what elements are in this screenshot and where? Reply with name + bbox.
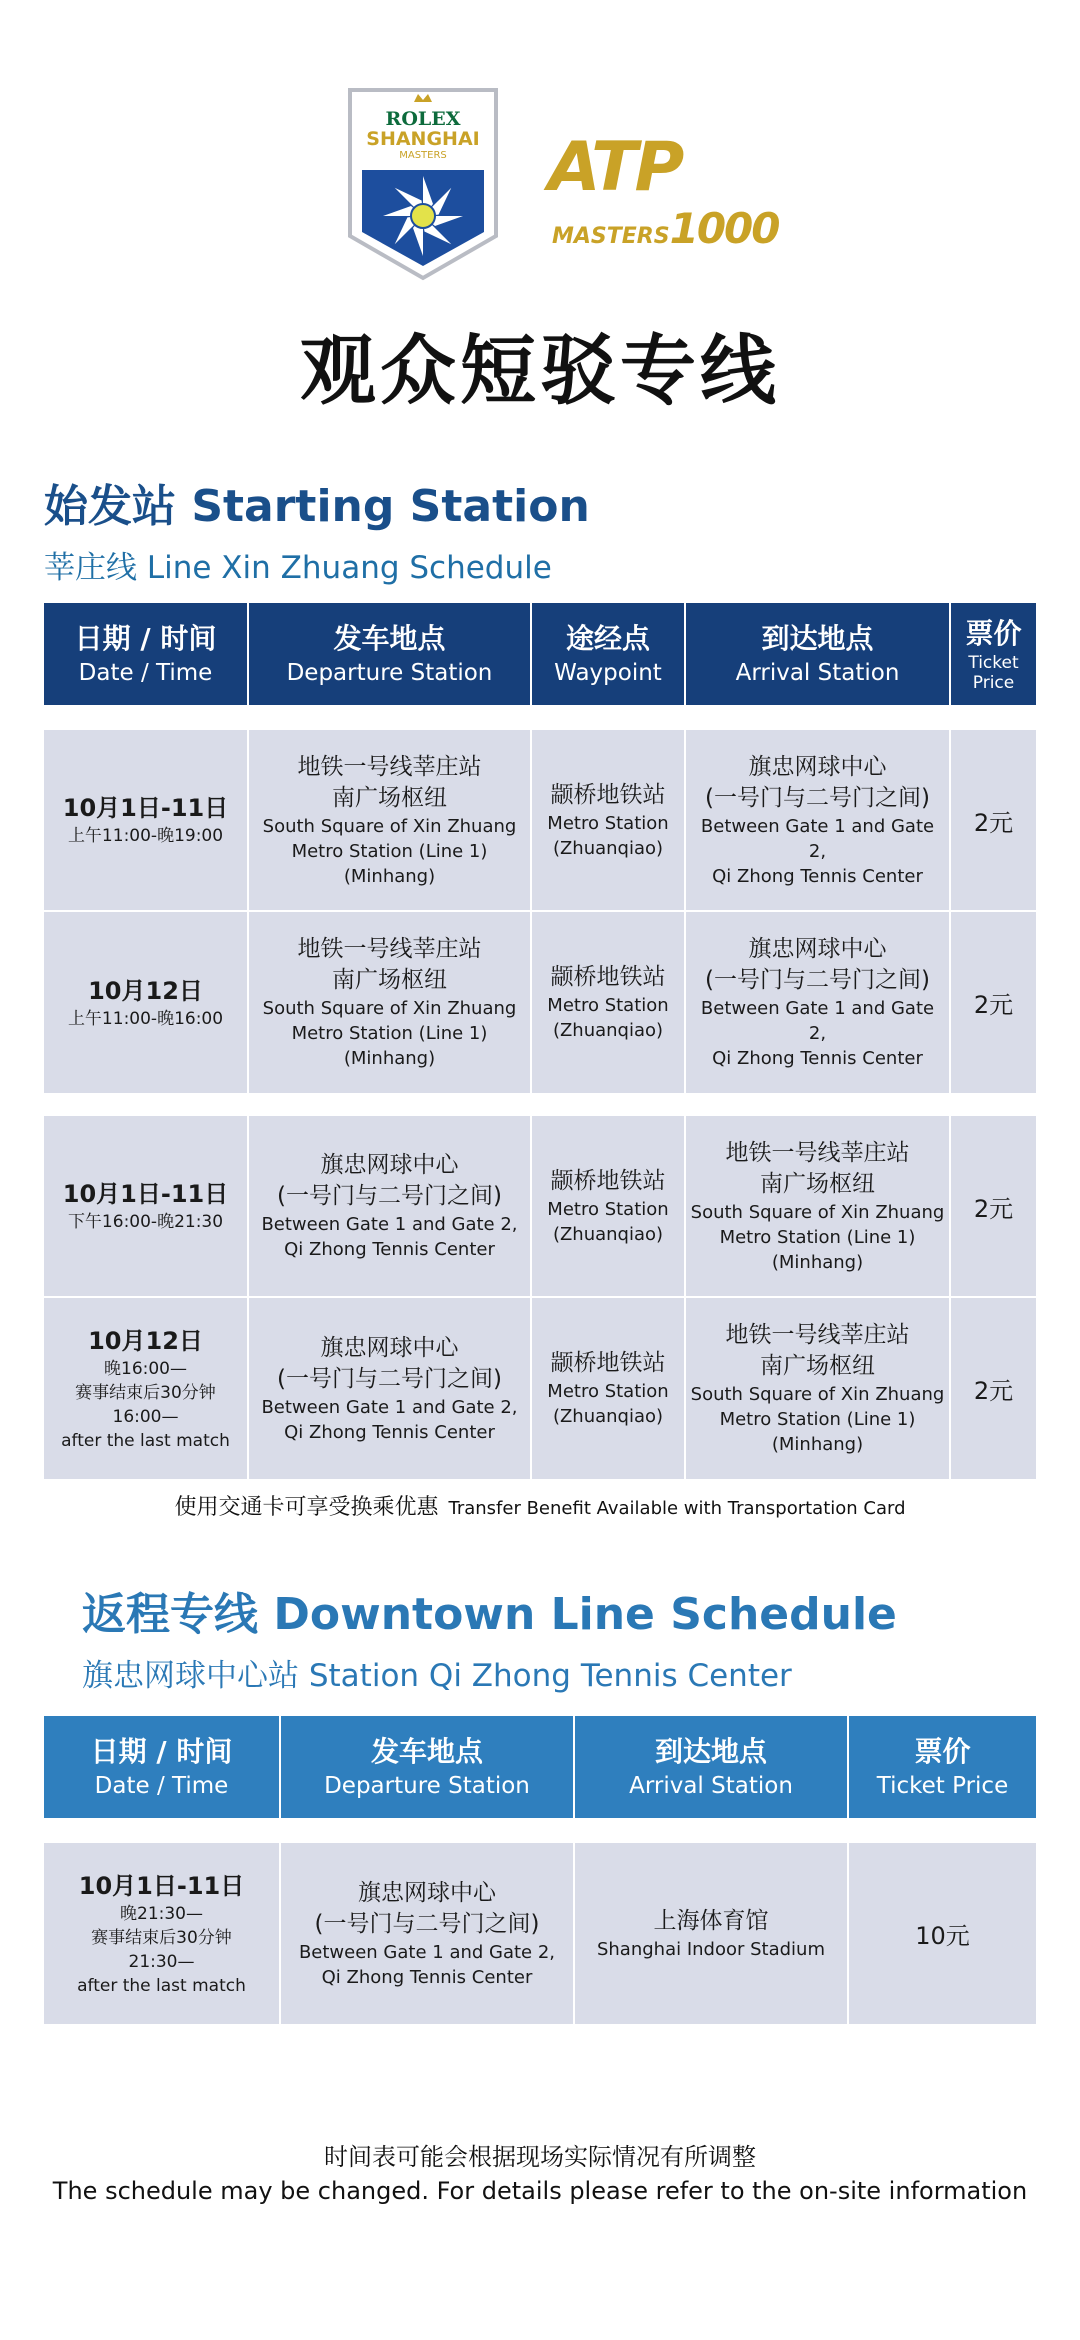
waypoint-zh: 颛桥地铁站 xyxy=(550,1350,666,1376)
arrival-en: Metro Station (Line 1) xyxy=(719,1409,916,1430)
row-time: 晚21:30— xyxy=(120,1903,203,1924)
departure-en: Between Gate 1 and Gate 2, xyxy=(298,1941,556,1963)
departure-en: Qi Zhong Tennis Center xyxy=(321,1966,533,1988)
section-title: 返程专线 Downtown Line Schedule xyxy=(82,1589,897,1640)
transfer-note-en: Transfer Benefit Available with Transportation Card xyxy=(448,1498,906,1519)
arrival-zh: (一号门与二号门之间) xyxy=(705,784,930,811)
departure-zh: 地铁一号线莘庄站 xyxy=(297,936,482,962)
row-date: 10月12日 xyxy=(88,976,203,1005)
table-row xyxy=(44,1297,1036,1479)
page-title: 观众短驳专线 xyxy=(300,326,780,415)
departure-zh: 南广场枢纽 xyxy=(332,784,447,811)
arrival-en: (Minhang) xyxy=(771,1434,864,1455)
header-waypoint: 途经点 Waypoint xyxy=(531,603,685,705)
ticket-price: 2元 xyxy=(973,1194,1014,1223)
arrival-en: Shanghai Indoor Stadium xyxy=(596,1938,826,1960)
arrival-zh: 旗忠网球中心 xyxy=(748,936,887,962)
departure-en: Qi Zhong Tennis Center xyxy=(284,1421,495,1443)
section-subtitle: 旗忠网球中心站 Station Qi Zhong Tennis Center xyxy=(82,1658,792,1694)
header-arrival: 到达地点 Arrival Station xyxy=(574,1716,848,1818)
header-logos xyxy=(0,80,1080,290)
atp-letters: ATP xyxy=(548,128,682,207)
arrival-zh: 地铁一号线莘庄站 xyxy=(725,1322,910,1348)
waypoint-en: (Zhuanqiao) xyxy=(552,1223,664,1245)
transfer-note-zh: 使用交通卡可享受换乘优惠 xyxy=(174,1495,439,1520)
table-row xyxy=(44,911,1036,1093)
row-time: 16:00— xyxy=(112,1406,179,1427)
header-price: 票价 Ticket Price xyxy=(950,603,1036,705)
table-header-row xyxy=(44,1716,1036,1818)
table-header-row xyxy=(44,603,1036,705)
waypoint-en: (Zhuanqiao) xyxy=(552,1020,664,1041)
waypoint-en: (Zhuanqiao) xyxy=(552,837,664,859)
header-departure: 发车地点 Departure Station xyxy=(248,603,531,705)
row-time: 上午11:00-晚16:00 xyxy=(67,1008,224,1029)
departure-zh: 地铁一号线莘庄站 xyxy=(297,753,482,780)
schedule-disclaimer xyxy=(0,2140,1080,2208)
waypoint-en: Metro Station xyxy=(547,995,669,1016)
row-time: after the last match xyxy=(61,1430,230,1451)
departure-en: South Square of Xin Zhuang xyxy=(262,998,517,1019)
row-time: 晚16:00— xyxy=(104,1358,187,1379)
section-downtown-line xyxy=(82,1578,897,1695)
row-time: 赛事结束后30分钟 xyxy=(75,1382,216,1403)
header-arrival: 到达地点 Arrival Station xyxy=(685,603,950,705)
arrival-en: South Square of Xin Zhuang xyxy=(690,1384,945,1405)
arrival-en: Qi Zhong Tennis Center xyxy=(712,865,923,887)
waypoint-zh: 颛桥地铁站 xyxy=(550,781,666,808)
row-date: 10月1日-11日 xyxy=(62,1180,229,1208)
row-time: 上午11:00-晚19:00 xyxy=(67,826,224,846)
row-time: 赛事结束后30分钟 xyxy=(91,1927,232,1948)
departure-en: (Minhang) xyxy=(343,1048,436,1069)
row-date: 10月1日-11日 xyxy=(62,794,229,822)
header-date: 日期 / 时间 Date / Time xyxy=(44,603,248,705)
row-date: 10月12日 xyxy=(88,1326,203,1355)
arrival-zh: 旗忠网球中心 xyxy=(748,753,887,780)
arrival-en: Between Gate 1 and Gate 2, xyxy=(700,998,935,1044)
arrival-zh: (一号门与二号门之间) xyxy=(705,967,930,993)
departure-zh: 旗忠网球中心 xyxy=(320,1152,459,1178)
departure-en: South Square of Xin Zhuang xyxy=(262,815,517,837)
departure-zh: 旗忠网球中心 xyxy=(358,1879,496,1906)
rolex-brand-text: ROLEX xyxy=(385,108,461,130)
arrival-en: Between Gate 1 and Gate 2, xyxy=(700,815,935,862)
departure-en: Qi Zhong Tennis Center xyxy=(284,1239,495,1260)
arrival-zh: 地铁一号线莘庄站 xyxy=(725,1139,910,1166)
waypoint-en: Metro Station xyxy=(547,1381,669,1402)
row-date: 10月1日-11日 xyxy=(78,1871,245,1900)
row-time: 21:30— xyxy=(128,1951,195,1972)
disclaimer-en: The schedule may be changed. For details please refer to the on-site information xyxy=(52,2177,1028,2205)
section-subtitle: 莘庄线 Line Xin Zhuang Schedule xyxy=(44,550,552,586)
ticket-price: 2元 xyxy=(973,808,1014,837)
table-row xyxy=(44,1842,1036,2024)
atp-masters-1000-logo xyxy=(548,128,779,253)
departure-en: Between Gate 1 and Gate 2, xyxy=(261,1396,518,1418)
ticket-price: 2元 xyxy=(973,1377,1014,1405)
departure-en: Between Gate 1 and Gate 2, xyxy=(261,1214,518,1235)
row-time: after the last match xyxy=(77,1975,246,1996)
departure-en: (Minhang) xyxy=(343,865,436,887)
departure-en: Metro Station (Line 1) xyxy=(291,840,488,862)
header-departure: 发车地点 Departure Station xyxy=(280,1716,574,1818)
arrival-en: Metro Station (Line 1) xyxy=(719,1226,916,1248)
arrival-en: (Minhang) xyxy=(771,1251,864,1273)
departure-en: Metro Station (Line 1) xyxy=(291,1023,488,1044)
departure-zh: 南广场枢纽 xyxy=(332,967,447,993)
arrival-zh: 南广场枢纽 xyxy=(760,1170,875,1197)
waypoint-zh: 颛桥地铁站 xyxy=(550,964,666,990)
starting-schedule-table xyxy=(44,603,1036,1479)
arrival-zh: 上海体育馆 xyxy=(653,1907,769,1934)
ticket-price: 10元 xyxy=(915,1922,970,1950)
header-date: 日期 / 时间 Date / Time xyxy=(44,1716,280,1818)
transfer-note xyxy=(0,1490,1080,1521)
waypoint-zh: 颛桥地铁站 xyxy=(550,1167,666,1194)
departure-zh: (一号门与二号门之间) xyxy=(277,1365,502,1392)
section-starting-station xyxy=(44,470,590,587)
atp-1000-text: 1000 xyxy=(669,204,779,253)
arrival-en: South Square of Xin Zhuang xyxy=(690,1201,945,1223)
departure-zh: 旗忠网球中心 xyxy=(320,1334,459,1361)
row-time: 下午16:00-晚21:30 xyxy=(67,1212,224,1232)
table-row xyxy=(44,729,1036,911)
rolex-event-text: SHANGHAI xyxy=(366,128,480,150)
atp-masters-text: MASTERS xyxy=(552,224,670,249)
ticket-price: 2元 xyxy=(973,991,1014,1019)
rolex-sub-text: MASTERS xyxy=(399,150,447,161)
departure-zh: (一号门与二号门之间) xyxy=(314,1910,540,1937)
downtown-schedule-table xyxy=(44,1716,1036,2024)
disclaimer-zh: 时间表可能会根据现场实际情况有所调整 xyxy=(324,2143,756,2171)
waypoint-en: Metro Station xyxy=(547,812,669,834)
table-row xyxy=(44,1115,1036,1297)
arrival-en: Qi Zhong Tennis Center xyxy=(712,1048,923,1069)
header-price: 票价 Ticket Price xyxy=(848,1716,1036,1818)
waypoint-en: (Zhuanqiao) xyxy=(552,1406,664,1427)
arrival-zh: 南广场枢纽 xyxy=(760,1353,875,1379)
waypoint-en: Metro Station xyxy=(547,1198,669,1220)
section-title: 始发站 Starting Station xyxy=(44,481,590,532)
rolex-shanghai-masters-logo xyxy=(344,86,502,282)
departure-zh: (一号门与二号门之间) xyxy=(277,1183,502,1209)
